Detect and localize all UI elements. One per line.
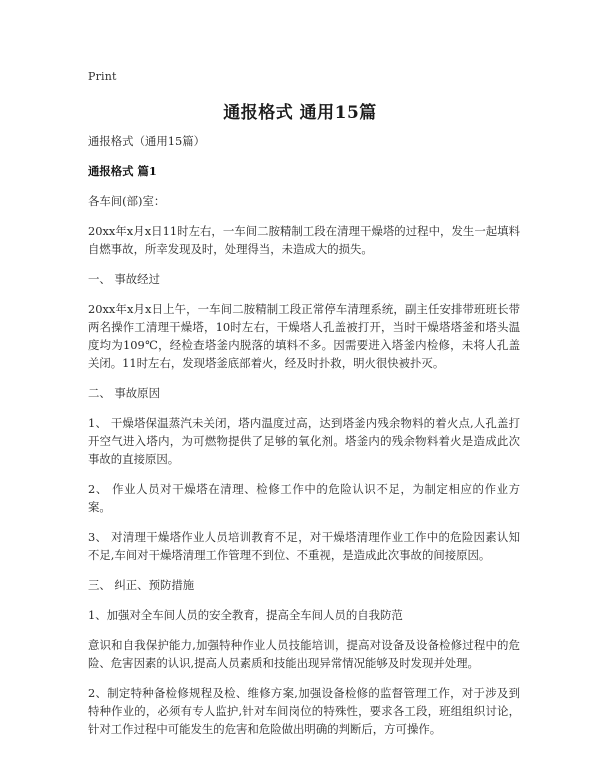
print-label: Print <box>88 70 117 83</box>
section-heading-measures: 三、 纠正、预防措施 <box>88 578 195 592</box>
section-heading-cause: 二、 事故原因 <box>88 386 160 400</box>
paragraph-cause-1: 1、 干燥塔保温蒸汽未关闭，塔内温度过高，达到塔釜内残余物料的着火点,人孔盖打开空气进入塔内，为可燃物提供了足够的氧化剂。塔釜内的残余物料着火是造成此次事故的直接原因。 <box>88 416 520 466</box>
document-subtitle: 通报格式（通用15篇） <box>88 134 206 148</box>
article-heading: 通报格式 篇1 <box>88 164 157 178</box>
paragraph-measure-2: 2、制定特种备检修规程及检、维修方案,加强设备检修的监督管理工作，对于涉及到特种作业的，必须有专人监护,针对车间岗位的特殊性，要求各工段，班组组织讨论，针对工作过程中可能发生的危害和危险做出明确的判断后，方可操作。 <box>88 686 520 736</box>
salutation: 各车间(部)室： <box>88 194 166 208</box>
paragraph-measure-1: 1、加强对全车间人员的安全教育，提高全车间人员的自我防范 <box>88 608 403 622</box>
paragraph-measure-1-cont: 意识和自我保护能力,加强特种作业人员技能培训，提高对设备及设备检修过程中的危险、危害因素的认识,提高人员素质和技能出现异常情况能够及时发现并处理。 <box>88 638 520 670</box>
paragraph-process: 20xx年x月x日上午，一车间二胺精制工段正常停车清理系统，副主任安排带班班长带两名操作工清理干燥塔，10时左右，干燥塔人孔盖被打开，当时干燥塔塔釜和塔头温度均为109℃，经检查塔釜内脱落的填料不多。因需要进入塔釜内检修，未将人孔盖关闭。11时左右，发现塔釜底部着火，经及时扑救，明火很快被扑灭。 <box>88 302 520 370</box>
document-title: 通报格式 通用15篇 <box>223 103 377 123</box>
document-body <box>88 132 520 750</box>
section-heading-process: 一、 事故经过 <box>88 272 160 286</box>
paragraph-intro: 20xx年x月x日11时左右，一车间二胺精制工段在清理干燥塔的过程中，发生一起填料自燃事故，所幸发现及时，处理得当，未造成大的损失。 <box>88 224 520 256</box>
paragraph-cause-2: 2、 作业人员对干燥塔在清理、检修工作中的危险认识不足，为制定相应的作业方案。 <box>88 482 520 514</box>
paragraph-cause-3: 3、 对清理干燥塔作业人员培训教育不足，对干燥塔清理作业工作中的危险因素认知不足,车间对干燥塔清理工作管理不到位、不重视，是造成此次事故的间接原因。 <box>88 530 520 562</box>
